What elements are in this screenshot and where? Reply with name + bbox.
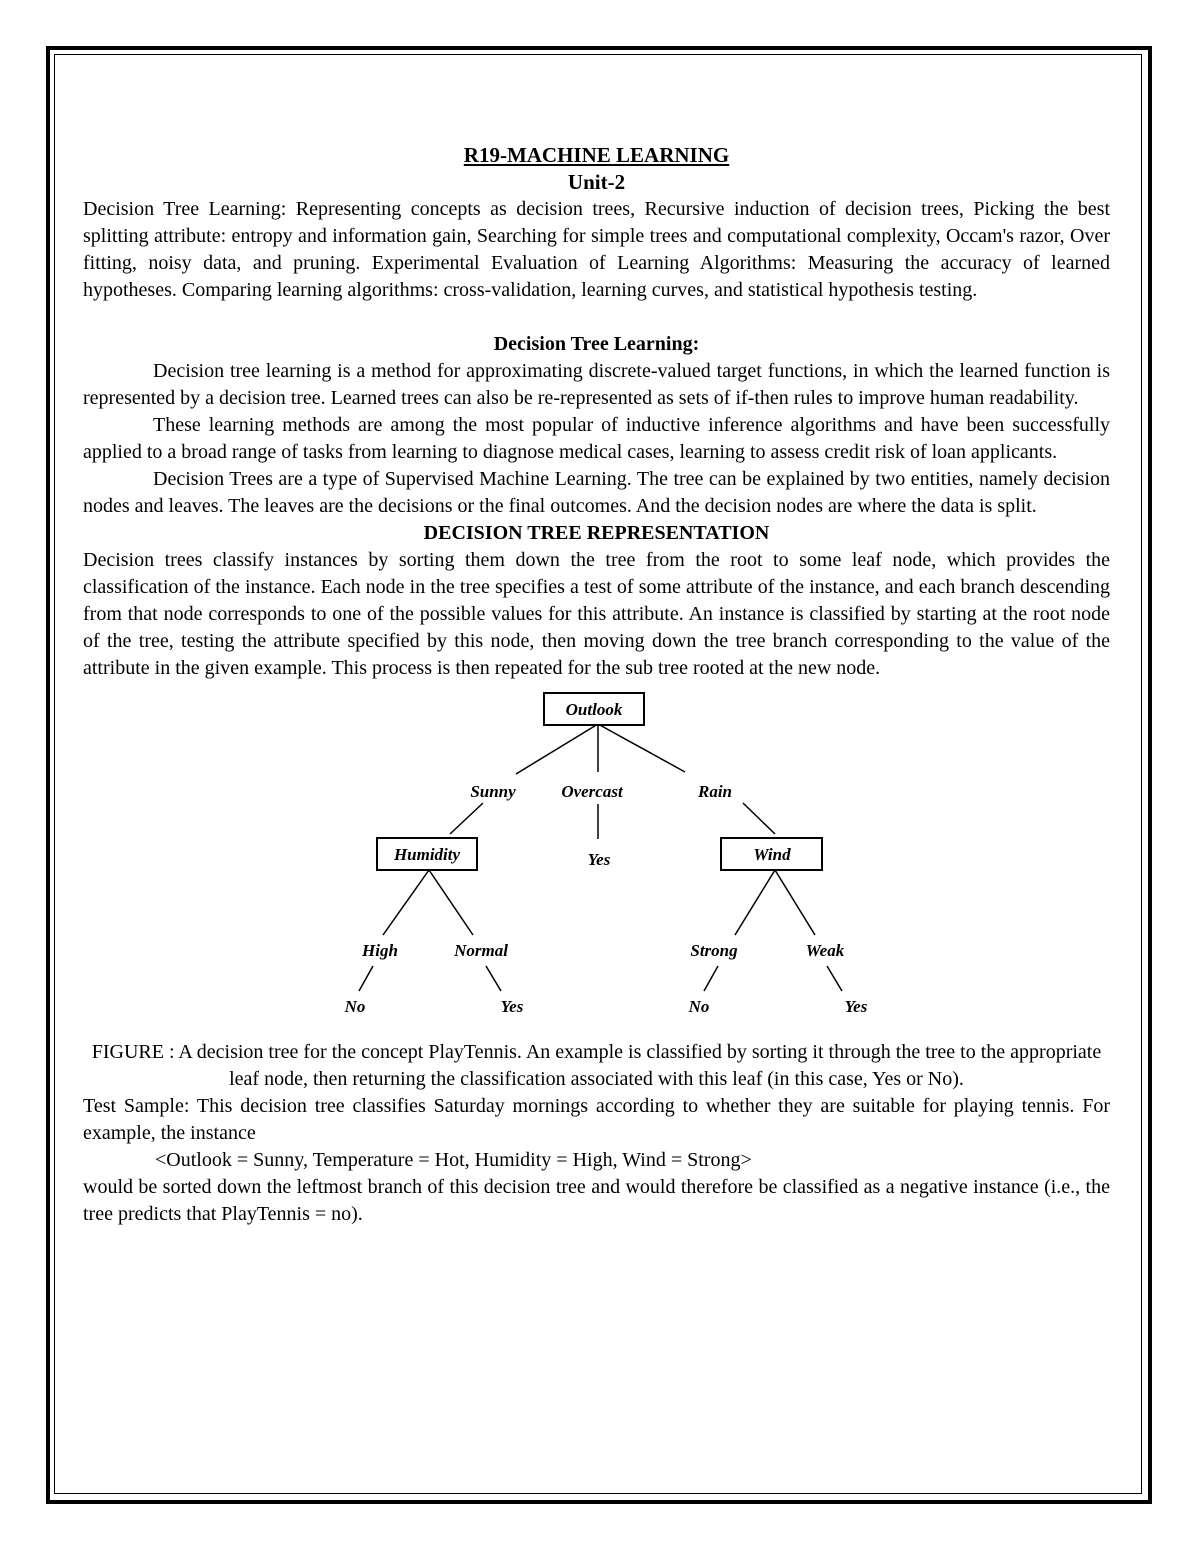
section-heading-representation: DECISION TREE REPRESENTATION <box>423 522 770 544</box>
node-label-outlook: Outlook <box>565 700 623 719</box>
branch-label-sunny: Sunny <box>470 782 516 801</box>
edge-weak-yes <box>827 966 842 991</box>
spacer <box>83 304 1110 331</box>
branch-label-high: High <box>362 941 398 960</box>
branch-label-strong: Strong <box>690 941 738 960</box>
edge-outlook-rain <box>598 724 685 772</box>
document-title: R19-MACHINE LEARNING <box>463 143 730 167</box>
leaf-overcast-yes: Yes <box>587 850 611 869</box>
edge-humidity-high <box>383 870 429 935</box>
leaf-weak-yes: Yes <box>844 997 868 1016</box>
syllabus-paragraph: Decision Tree Learning: Representing concepts as decision trees, Recursive induction of decision trees, Picking the best splitting attribute: entropy and information gain, Searching for simple trees and computational complexity, Occam's razor, Over fitting, noisy data, and pruning. Experimental Evaluation of Learning Algorithms: Measuring the accuracy of learned hypotheses. Comparing learning algorithms: cross-validation, learning curves, and statistical hypothesis testing. <box>83 198 1110 301</box>
edge-sunny-humidity <box>450 803 483 834</box>
edge-outlook-sunny <box>516 724 598 774</box>
edge-rain-wind <box>743 803 775 834</box>
paragraph: Decision trees classify instances by sorting them down the tree from the root to some leaf node, which provides the classification of the instance. Each node in the tree specifies a test of some attribute of the instance, and each branch descending from that node corresponds to one of the possible values for this attribute. An instance is classified by starting at the root node of the tree, testing the attribute specified by this node, then moving down the tree branch corresponding to the value of the attribute in the given example. This process is then repeated for the sub tree rooted at the new node. <box>83 549 1110 679</box>
paragraph: Decision tree learning is a method for approximating discrete-valued target functions, in which the learned function is represented by a decision tree. Learned trees can also be re-represented as sets of if-then rules to improve human readability. <box>83 360 1110 409</box>
section-heading-decision-tree-learning: Decision Tree Learning: <box>493 333 700 355</box>
branch-label-overcast: Overcast <box>561 782 623 801</box>
leaf-normal-yes: Yes <box>500 997 524 1016</box>
branch-label-normal: Normal <box>454 941 508 960</box>
decision-tree-diagram <box>83 692 1110 1039</box>
branch-label-rain: Rain <box>697 782 733 801</box>
edge-wind-weak <box>775 870 815 935</box>
test-sample-conclusion: would be sorted down the leftmost branch of this decision tree and would therefore be classified as a negative instance (i.e., the tree predicts that PlayTennis = no). <box>83 1176 1110 1225</box>
test-sample-instance: <Outlook = Sunny, Temperature = Hot, Humidity = High, Wind = Strong> <box>155 1149 752 1171</box>
test-sample-intro: Test Sample: This decision tree classifies Saturday mornings according to whether they are suitable for playing tennis. For example, the instance <box>83 1095 1110 1144</box>
branch-label-weak: Weak <box>805 941 845 960</box>
edge-strong-no <box>704 966 718 991</box>
decision-tree-figure <box>83 692 1110 1039</box>
figure-caption: FIGURE : A decision tree for the concept PlayTennis. An example is classified by sorting it through the tree to the appropriate leaf node, then returning the classification associated with this leaf (in this case, Yes or No). <box>91 1041 1102 1090</box>
node-label-wind: Wind <box>753 845 791 864</box>
edge-wind-strong <box>735 870 775 935</box>
leaf-strong-no: No <box>688 997 710 1016</box>
paragraph: These learning methods are among the most popular of inductive inference algorithms and have been successfully applied to a broad range of tasks from learning to diagnose medical cases, learning to assess credit risk of loan applicants. <box>83 414 1110 463</box>
edge-humidity-normal <box>429 870 473 935</box>
unit-heading: Unit-2 <box>567 170 626 194</box>
document-body <box>83 141 1110 1228</box>
node-label-humidity: Humidity <box>393 845 461 864</box>
leaf-high-no: No <box>344 997 366 1016</box>
edge-high-no <box>359 966 373 991</box>
edge-normal-yes <box>486 966 501 991</box>
paragraph: Decision Trees are a type of Supervised Machine Learning. The tree can be explained by two entities, namely decision nodes and leaves. The leaves are the decisions or the final outcomes. And the decision nodes are where the data is split. <box>83 468 1110 517</box>
